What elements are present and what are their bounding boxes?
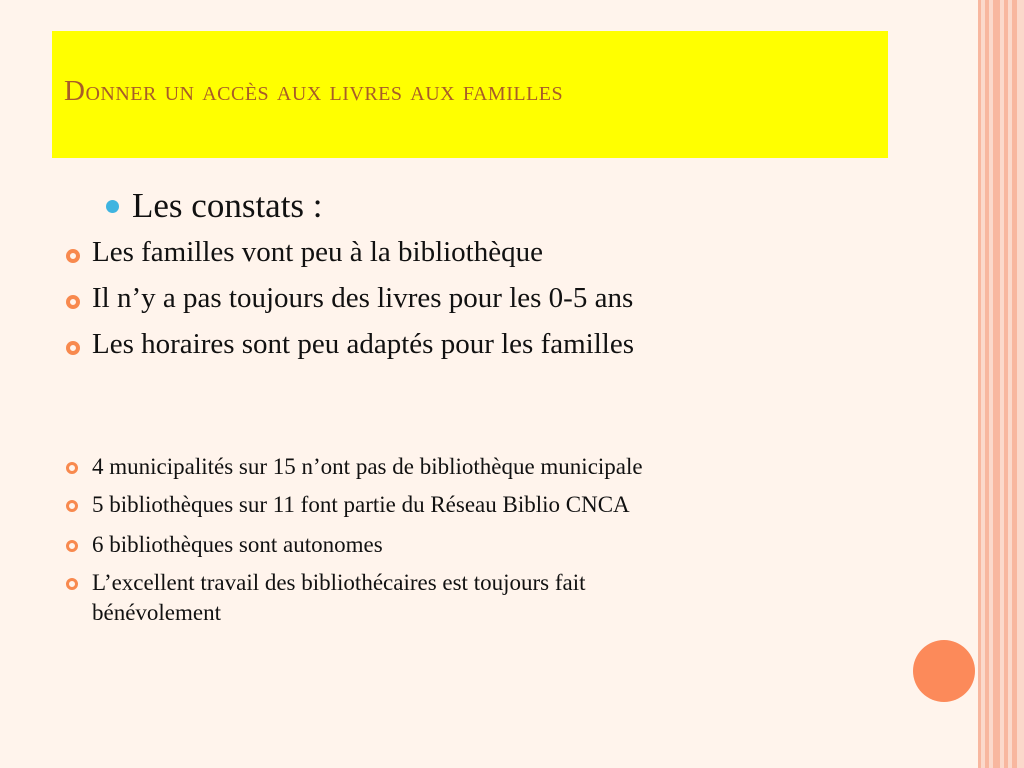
accent-circle bbox=[913, 640, 975, 702]
secondary-item: 5 bibliothèques sur 11 font partie du Réseau Biblio CNCA bbox=[92, 492, 630, 517]
primary-item: Il n’y a pas toujours des livres pour les 0-5 ans bbox=[92, 282, 634, 314]
secondary-item: L’excellent travail des bibliothécaires est toujours fait bbox=[92, 570, 586, 595]
ring-bullet-icon bbox=[66, 249, 80, 263]
slide-title: Donner un accès aux livres aux familles bbox=[64, 75, 564, 107]
ring-bullet-icon bbox=[66, 462, 78, 474]
side-stripe bbox=[1012, 0, 1017, 768]
secondary-item-continuation: bénévolement bbox=[92, 600, 222, 625]
side-stripe bbox=[993, 0, 1000, 768]
side-stripe bbox=[978, 0, 981, 768]
secondary-item: 4 municipalités sur 15 n’ont pas de bibliothèque municipale bbox=[92, 454, 643, 479]
ring-bullet-icon bbox=[66, 500, 78, 512]
ring-bullet-icon bbox=[66, 341, 80, 355]
side-stripe bbox=[985, 0, 989, 768]
ring-bullet-icon bbox=[66, 578, 78, 590]
title-band bbox=[52, 31, 888, 158]
secondary-item: 6 bibliothèques sont autonomes bbox=[92, 532, 383, 557]
ring-bullet-icon bbox=[66, 295, 80, 309]
side-stripe bbox=[1004, 0, 1008, 768]
primary-item: Les horaires sont peu adaptés pour les familles bbox=[92, 328, 634, 360]
lead-bullet-icon bbox=[106, 200, 119, 213]
primary-item: Les familles vont peu à la bibliothèque bbox=[92, 236, 543, 268]
lead-label: Les constats : bbox=[132, 186, 323, 225]
ring-bullet-icon bbox=[66, 540, 78, 552]
